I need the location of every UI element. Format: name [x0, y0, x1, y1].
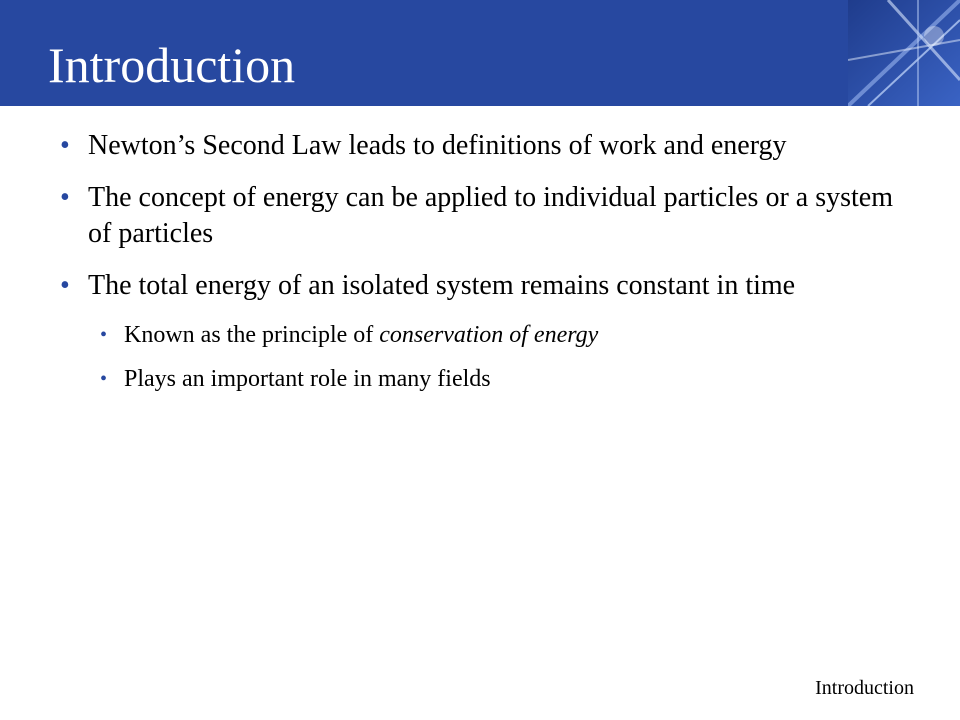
slide-title: Introduction — [48, 37, 296, 93]
bullet-item — [60, 268, 910, 304]
bullet-marker: • — [60, 130, 70, 161]
decorative-light-streaks-image — [848, 0, 960, 106]
sub-bullet-text: Plays an important role in many fields — [124, 366, 491, 392]
bullet-text: The total energy of an isolated system remains constant in time — [88, 270, 796, 301]
sub-bullet-emphasis: conservation of energy — [379, 322, 599, 348]
bullet-item — [60, 128, 910, 164]
slide-footer: Introduction — [815, 677, 914, 699]
sub-bullet-item — [100, 320, 910, 350]
slide-body — [60, 128, 910, 408]
bullet-marker: • — [60, 182, 70, 213]
sub-bullet-item — [100, 364, 910, 394]
sub-bullet-text: Known as the principle of — [124, 322, 380, 348]
bullet-marker: • — [100, 368, 108, 390]
bullet-item — [60, 180, 910, 252]
bullet-text: The concept of energy can be applied to individual particles or a system of particles — [88, 182, 893, 249]
bullet-marker: • — [100, 324, 108, 346]
slide-header-bar — [0, 0, 960, 106]
bullet-text: Newton’s Second Law leads to definitions of work and energy — [88, 130, 787, 161]
bullet-marker: • — [60, 270, 70, 301]
